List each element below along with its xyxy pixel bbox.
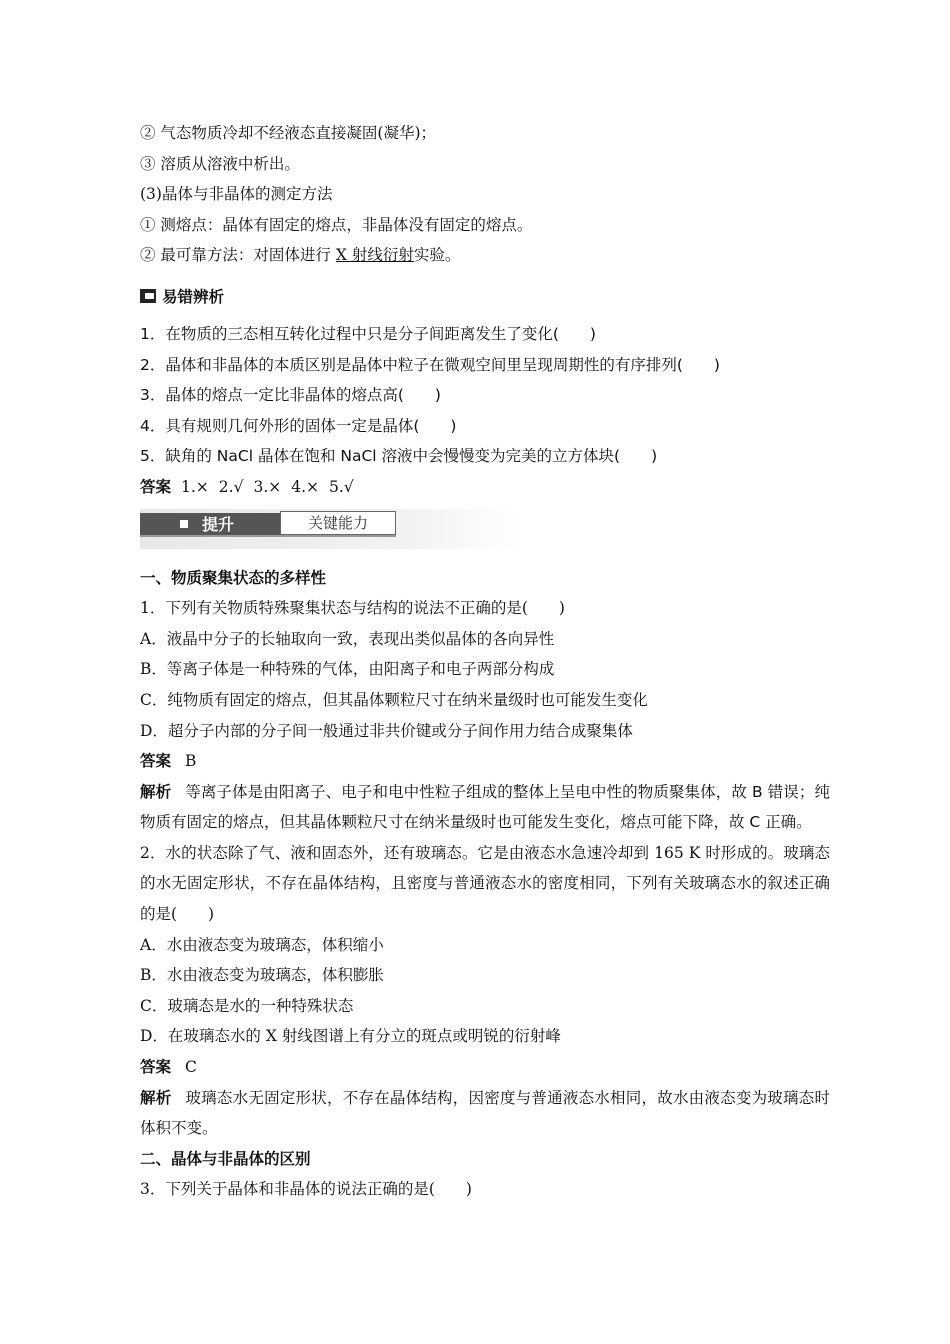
text-segment: 实验。 [413, 246, 461, 265]
answer-value: C [185, 1058, 197, 1077]
option-d: D．超分子内部的分子间一般通过非共价键或分子间作用力结合成聚集体 [140, 721, 633, 740]
error-section-title: 易错辨析 [162, 287, 225, 306]
answer-item: 5.√ [329, 477, 354, 496]
question-stem: 3．下列关于晶体和非晶体的说法正确的是( ) [140, 1180, 472, 1199]
answer-line [140, 1052, 830, 1083]
option-d: D．在玻璃态水的 X 射线图谱上有分立的斑点或明锐的衍射峰 [140, 1027, 561, 1046]
document-page [140, 118, 830, 1205]
question-stem: 1．下列有关物质特殊聚集状态与结构的说法不正确的是( ) [140, 599, 565, 618]
text-line: ① 测熔点：晶体有固定的熔点，非晶体没有固定的熔点。 [140, 215, 533, 234]
section-marker-icon [140, 289, 156, 303]
error-item: 5．缺角的 NaCl 晶体在饱和 NaCl 溶液中会慢慢变为完美的立方体块( ) [140, 447, 658, 466]
text-line: (3)晶体与非晶体的测定方法 [140, 185, 333, 204]
answer-label: 答案 [140, 1058, 172, 1077]
error-section-header [140, 273, 830, 319]
text-segment: ② 最可靠方法：对固体进行 [140, 246, 336, 265]
text-line: ② 气态物质冷却不经液态直接凝固(凝华)； [140, 124, 437, 142]
text-line: ③ 溶质从溶液中析出。 [140, 154, 300, 173]
underlined-term: X 射线衍射 [335, 246, 414, 265]
section-heading: 一、物质聚集状态的多样性 [140, 568, 327, 587]
error-answers [140, 472, 830, 503]
option-b: B．水由液态变为玻璃态，体积膨胀 [140, 966, 384, 985]
analysis-text: 玻璃态水无固定形状，不存在晶体结构，因密度与普通液态水相同，故水由液态变为玻璃态时体积不变。 [140, 1088, 830, 1138]
answer-item: 2.√ [218, 477, 244, 496]
square-icon [180, 520, 188, 528]
analysis-paragraph [140, 1083, 830, 1144]
option-b: B．等离子体是一种特殊的气体，由阳离子和电子两部分构成 [140, 660, 555, 679]
analysis-label: 解析 [140, 1088, 172, 1107]
error-item: 4．具有规则几何外形的固体一定是晶体( ) [140, 416, 457, 435]
question-stem: 2．水的状态除了气、液和固态外，还有玻璃态。它是由液态水急速冷却到 165 K 时形成的。玻璃态的水无固定形状，不存在晶体结构，且密度与普通液态水的密度相同，下列有关玻璃态水的叙述正确的是( ) [140, 843, 830, 924]
answer-value: B [185, 752, 197, 771]
text-line [140, 240, 830, 271]
analysis-text: 等离子体是由阳离子、电子和电中性粒子组成的整体上呈电中性的物质聚集体，故 B 错误；纯物质有固定的熔点，但其晶体颗粒尺寸在纳米量级时也可能发生变化，熔点可能下降，故 C 正确。 [140, 782, 830, 832]
skill-banner [140, 509, 520, 549]
analysis-paragraph [140, 777, 830, 838]
answer-label: 答案 [140, 477, 172, 496]
section-heading: 二、晶体与非晶体的区别 [140, 1149, 311, 1168]
banner-underline [140, 535, 396, 537]
option-a: A．水由液态变为玻璃态，体积缩小 [140, 935, 384, 954]
option-c: C．玻璃态是水的一种特殊状态 [140, 996, 354, 1015]
banner-light-tab: 关键能力 [280, 511, 396, 535]
answer-item: 3.× [253, 477, 282, 496]
error-item: 1．在物质的三态相互转化过程中只是分子间距离发生了变化( ) [140, 324, 596, 343]
error-item: 2．晶体和非晶体的本质区别是晶体中粒子在微观空间里呈现周期性的有序排列( ) [140, 355, 720, 374]
option-a: A．液晶中分子的长轴取向一致，表现出类似晶体的各向异性 [140, 629, 555, 648]
answer-item: 1.× [181, 477, 209, 496]
answer-line [140, 746, 830, 777]
option-c: C．纯物质有固定的熔点，但其晶体颗粒尺寸在纳米量级时也可能发生变化 [140, 690, 648, 709]
banner-dark-tab [140, 513, 280, 535]
banner-left-label: 提升 [202, 515, 235, 535]
error-item: 3．晶体的熔点一定比非晶体的熔点高( ) [140, 386, 441, 405]
answer-label: 答案 [140, 752, 172, 771]
analysis-label: 解析 [140, 782, 172, 801]
answer-item: 4.× [291, 477, 320, 496]
